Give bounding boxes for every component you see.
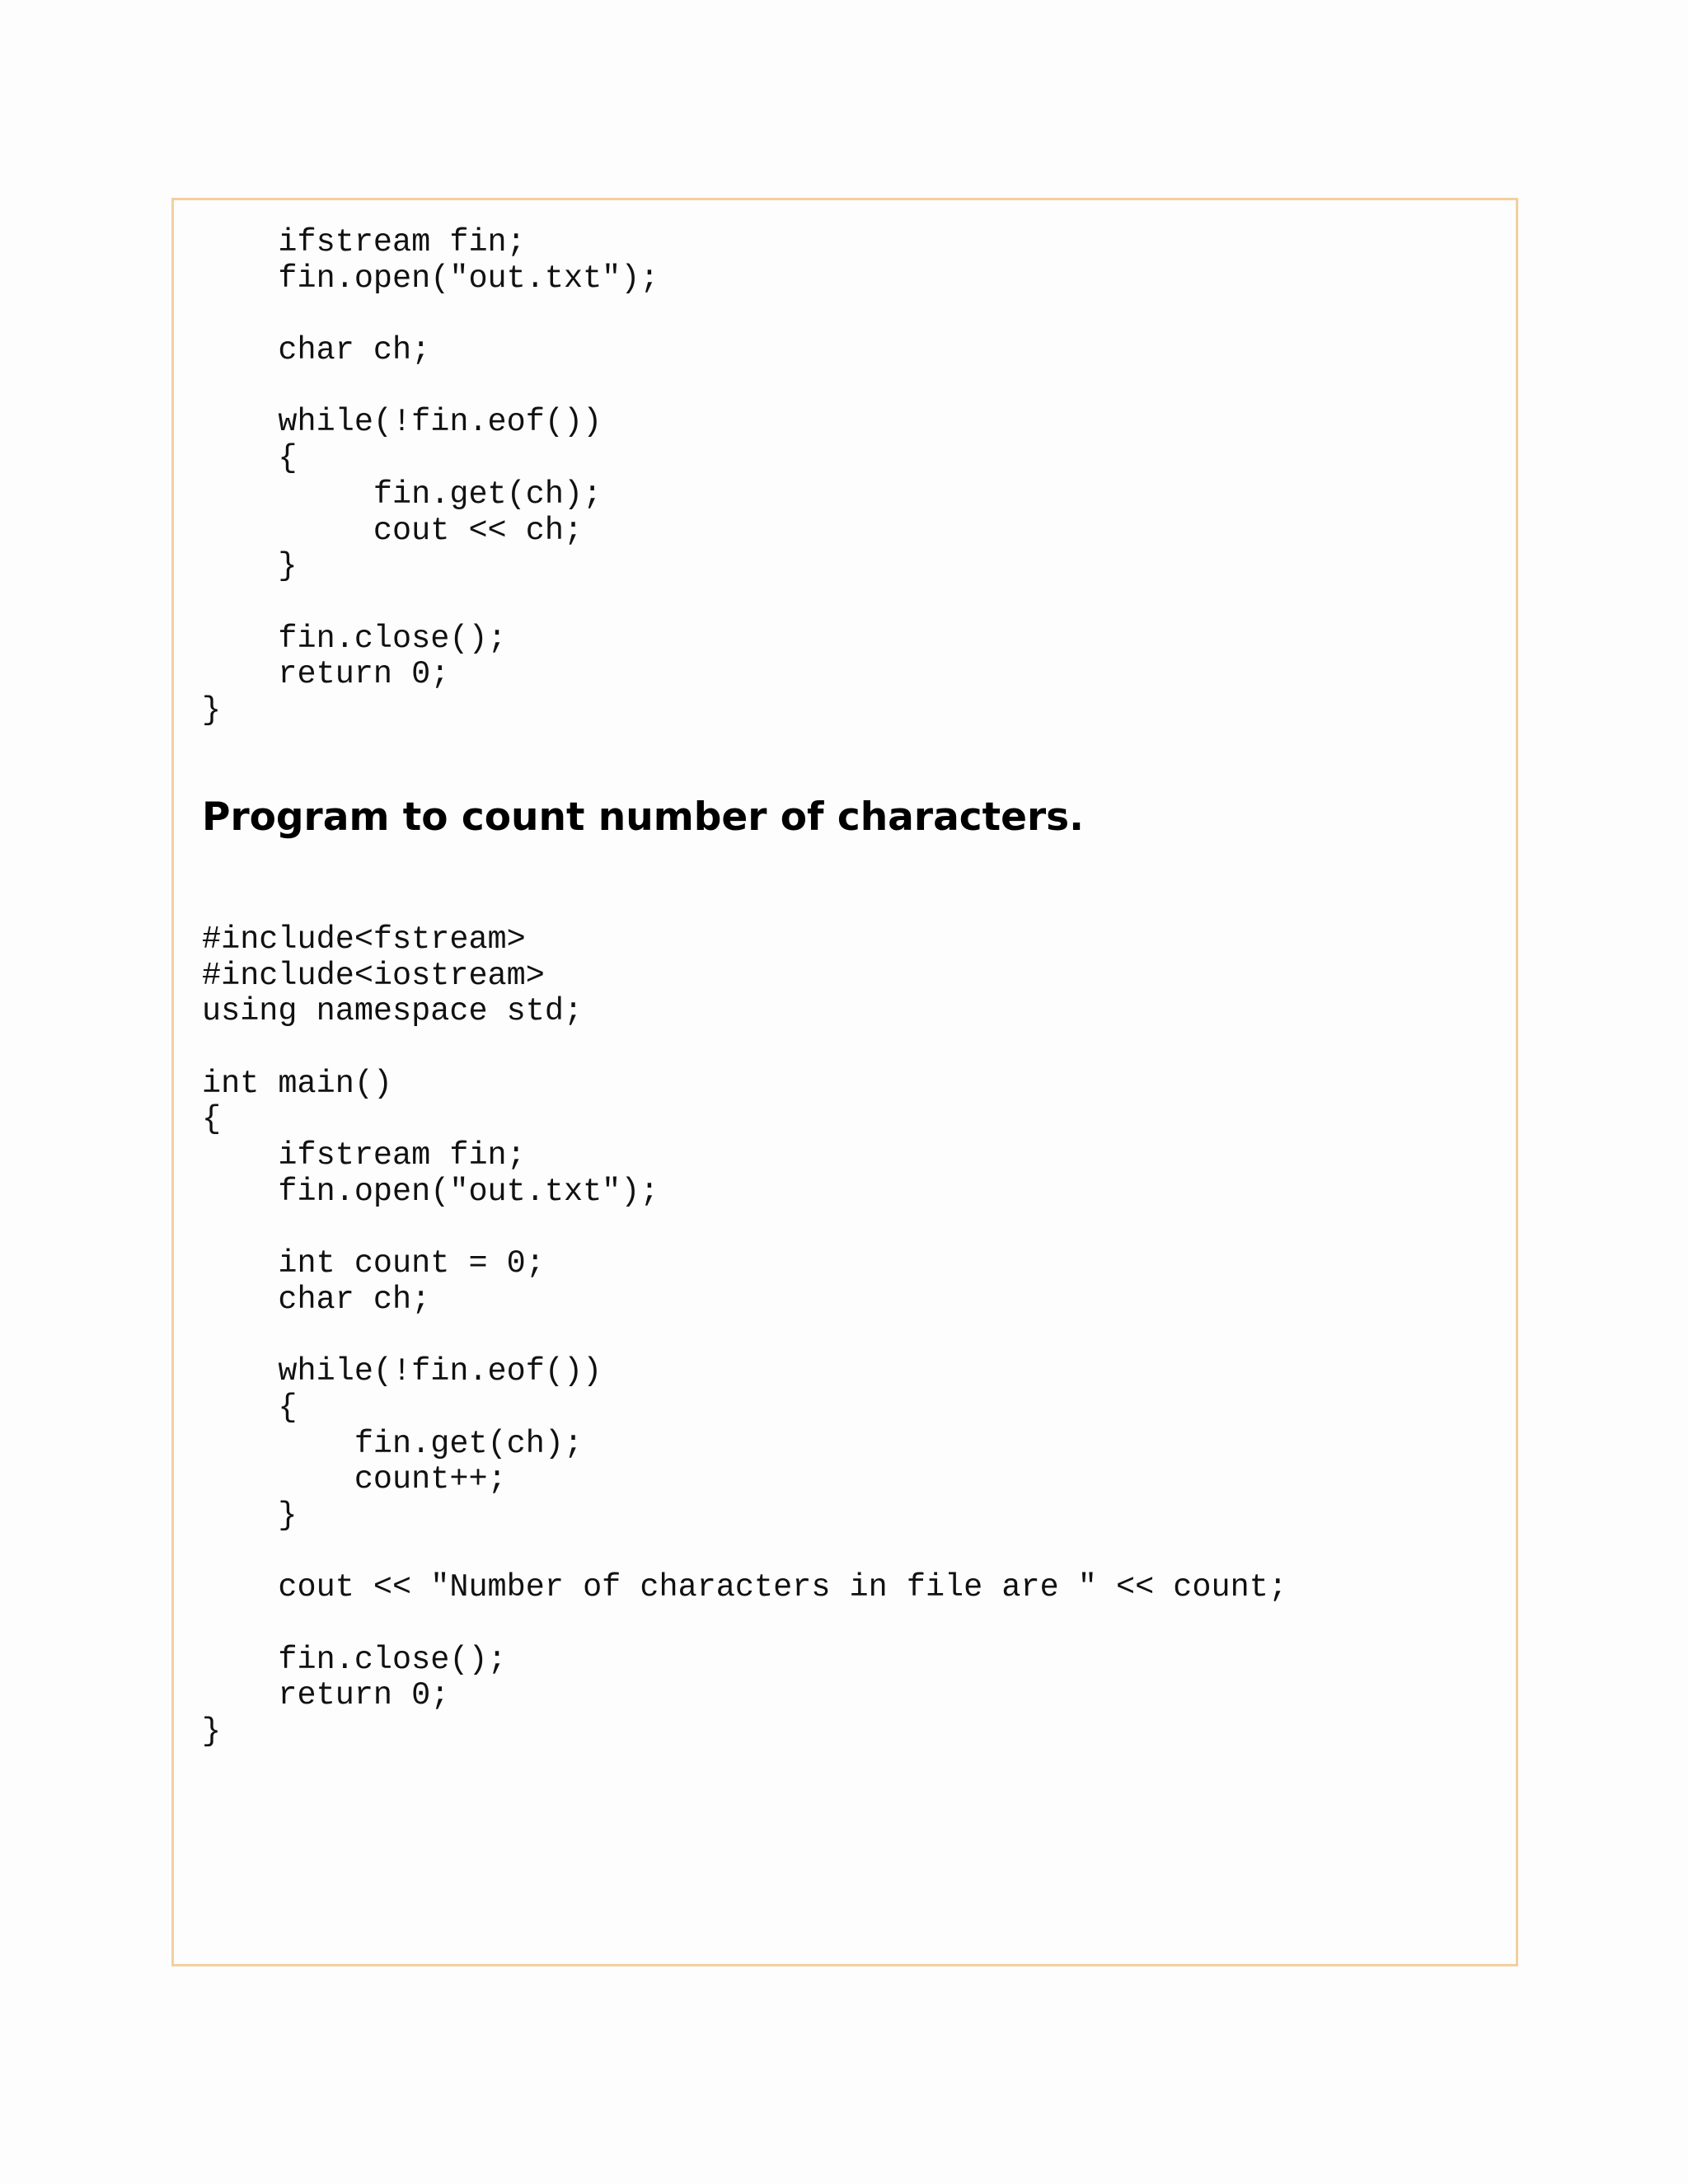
code-block-read-file <box>202 225 1491 729</box>
code-line: { <box>202 1101 222 1138</box>
code-line <box>202 1535 1491 1571</box>
code-line: { <box>202 1389 298 1426</box>
code-line: while(!fin.eof()) <box>202 1353 603 1390</box>
code-line <box>202 297 1491 333</box>
code-line: #include<fstream> <box>202 921 526 958</box>
code-line <box>202 1030 1491 1066</box>
code-line: using namespace std; <box>202 993 584 1030</box>
code-line: int count = 0; <box>202 1245 545 1282</box>
code-line: return 0; <box>202 656 450 693</box>
code-block-count-characters <box>202 922 1491 1750</box>
code-line: return 0; <box>202 1677 450 1714</box>
document-content <box>202 225 1491 1750</box>
code-line: fin.get(ch); <box>202 1425 584 1462</box>
code-line: fin.open("out.txt"); <box>202 1173 659 1210</box>
code-line: { <box>202 440 298 477</box>
code-line: } <box>202 1497 298 1534</box>
code-line: char ch; <box>202 332 431 369</box>
code-line <box>202 369 1491 405</box>
section-heading: Program to count number of characters. <box>202 794 1085 840</box>
page-frame <box>171 198 1518 1966</box>
code-line: int main() <box>202 1065 393 1102</box>
code-line: fin.close(); <box>202 1641 507 1678</box>
code-line: fin.get(ch); <box>202 476 603 513</box>
code-line <box>202 1319 1491 1355</box>
code-line: ifstream fin; <box>202 224 526 260</box>
code-line: #include<iostream> <box>202 957 545 994</box>
code-line: fin.close(); <box>202 620 507 657</box>
code-line: cout << ch; <box>202 512 584 549</box>
code-line: fin.open("out.txt"); <box>202 260 659 297</box>
code-line: cout << "Number of characters in file are " << count; <box>202 1569 1287 1606</box>
code-line <box>202 1606 1491 1643</box>
code-line <box>202 1210 1491 1246</box>
code-line <box>202 585 1491 621</box>
code-line: } <box>202 692 222 729</box>
code-line: while(!fin.eof()) <box>202 404 603 441</box>
code-line: ifstream fin; <box>202 1137 526 1174</box>
code-line: } <box>202 1713 222 1750</box>
code-line: count++; <box>202 1461 507 1498</box>
code-line: } <box>202 548 298 585</box>
code-line: char ch; <box>202 1281 431 1318</box>
